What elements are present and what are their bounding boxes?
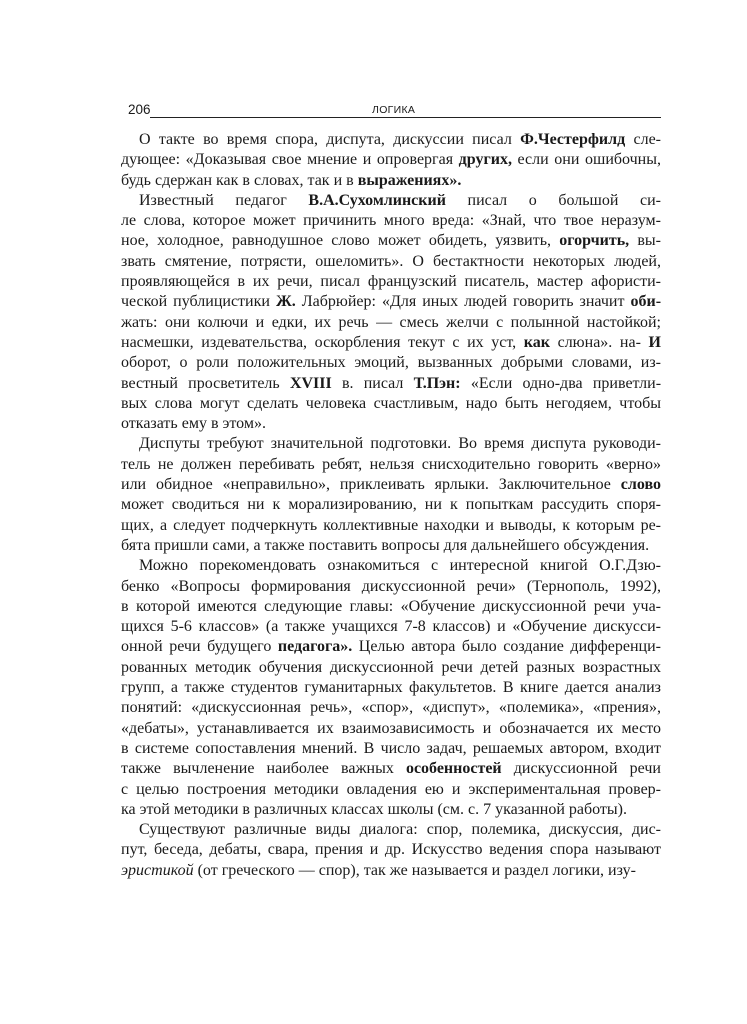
text-run: звать смятение, потрясти, ошеломить». О бестактности некоторых людей, bbox=[121, 252, 661, 270]
text-run: дующее: «Доказывая свое мнение и опровергая bbox=[121, 151, 459, 169]
text-run: ческой публицистики bbox=[121, 293, 276, 311]
text-run: Лабрюйер: «Для иных людей говорить значит bbox=[295, 293, 631, 311]
overlay-word: Ф.Честерфилд bbox=[520, 131, 626, 148]
text-line bbox=[121, 536, 661, 556]
text-line bbox=[121, 292, 661, 312]
overlay-word: В.А.Сухомлинский bbox=[308, 191, 446, 209]
header-rule bbox=[150, 117, 661, 118]
text-run: Можно порекомендовать ознакомиться с интересной книгой О.Г.Дзю- bbox=[139, 557, 661, 575]
text-line bbox=[121, 171, 661, 191]
text-line bbox=[121, 861, 661, 881]
text-line bbox=[121, 394, 661, 414]
text-run: в системе сопоставления мнений. В число задач, решаемых автором, входит bbox=[121, 739, 661, 757]
text-run: бята пришли сами, а также поставить вопросы для дальнейшего обсуждения. bbox=[121, 536, 650, 554]
text-run: Известный педагог bbox=[139, 191, 309, 209]
overlay-word: XVIII bbox=[289, 374, 332, 392]
text-run: вых слова могут сделать человека счастливым, надо быть негодяем, чтобы bbox=[121, 394, 661, 412]
text-run: Диспуты требуют значительной подготовки. Во время диспута руководи- bbox=[139, 435, 661, 453]
text-line bbox=[121, 313, 661, 333]
text-run: с целью построения методики овладения ею и экспериментальная провер- bbox=[121, 780, 661, 798]
text-line bbox=[121, 759, 661, 779]
text-run: Целью автора было создание дифференци- bbox=[352, 638, 661, 656]
overlay-word: оби- bbox=[630, 293, 662, 311]
text-line bbox=[121, 719, 661, 739]
text-line bbox=[121, 475, 661, 495]
text-run: если они ошибочны, bbox=[511, 151, 661, 169]
text-run: также вычленение наиболее важных bbox=[121, 760, 406, 778]
text-line bbox=[121, 556, 661, 576]
overlay-word: других, bbox=[458, 151, 512, 169]
text-line bbox=[121, 597, 661, 617]
overlay-word: педагога». bbox=[277, 638, 353, 656]
text-line bbox=[121, 231, 661, 251]
text-run: проявляющейся в их речи, писал французский писатель, мастер афористи- bbox=[121, 273, 661, 291]
text-run: насмешки, издевательства, оскорбления текут с их уст, bbox=[121, 333, 524, 351]
text-line bbox=[121, 434, 661, 454]
text-run: О такте во время спора, диспута, дискуссии писал bbox=[139, 131, 521, 148]
text-run: жать: они колючи и едки, их речь — смесь желчи с полынной настойкой; bbox=[121, 313, 661, 331]
text-line bbox=[121, 800, 661, 820]
text-run: групп, а также студентов гуманитарных факультетов. В книге дается анализ bbox=[121, 679, 661, 697]
text-line bbox=[121, 780, 661, 800]
text-line bbox=[121, 191, 661, 211]
text-run: Существуют различные виды диалога: спор, полемика, дискуссия, дис- bbox=[139, 821, 661, 839]
text-line bbox=[121, 353, 661, 373]
text-run: в которой имеются следующие главы: «Обучение дискуссионной речи уча- bbox=[121, 597, 661, 615]
text-run: или обидное «неправильно», приклеивать ярлыки. Заключительное bbox=[121, 476, 621, 494]
overlay-word: огорчить, bbox=[559, 232, 630, 250]
text-run: сле- bbox=[625, 131, 661, 148]
body-text bbox=[121, 130, 661, 881]
text-run: слюна». на- bbox=[549, 333, 649, 351]
text-line bbox=[121, 617, 661, 637]
text-line bbox=[121, 658, 661, 678]
overlay-word: И bbox=[648, 333, 661, 351]
text-run: ное, холодное, равнодушное слово может обидеть, уязвить, bbox=[121, 232, 560, 250]
text-line bbox=[121, 272, 661, 292]
text-line bbox=[121, 333, 661, 353]
page-number: 206 bbox=[128, 102, 151, 117]
text-line bbox=[121, 698, 661, 718]
text-line bbox=[121, 374, 661, 394]
text-run: онной речи будущего bbox=[121, 638, 278, 656]
text-run: вы- bbox=[629, 232, 661, 250]
text-line bbox=[121, 678, 661, 698]
text-run: писал о большой си- bbox=[445, 191, 661, 209]
text-line bbox=[121, 820, 661, 840]
text-line bbox=[121, 840, 661, 860]
text-run: в. писал bbox=[331, 374, 414, 392]
text-line bbox=[121, 130, 661, 150]
text-run: «дебаты», устанавливается их взаимозависимость и обозначается их место bbox=[121, 719, 661, 737]
text-run: (от греческого — спор), так же называется и раздел логики, изу- bbox=[193, 861, 636, 879]
italic-term: эристикой bbox=[121, 861, 194, 879]
text-line bbox=[121, 516, 661, 536]
running-title: ЛОГИКА bbox=[372, 104, 416, 116]
overlay-word: Ж. bbox=[275, 293, 296, 311]
paragraph bbox=[121, 820, 661, 881]
text-line bbox=[121, 739, 661, 759]
paragraph bbox=[121, 434, 661, 556]
text-run: ле слова, которое может причинить много вреда: «Знай, что твое неразум- bbox=[121, 212, 661, 230]
text-line bbox=[121, 455, 661, 475]
text-line bbox=[121, 150, 661, 170]
text-line bbox=[121, 495, 661, 515]
text-run: понятий: «дискуссионная речь», «спор», «диспут», «полемика», «прения», bbox=[121, 699, 661, 717]
text-run: щихся 5-6 классов» (а также учащихся 7-8 классов) и «Обучение дискусси- bbox=[121, 618, 661, 636]
text-line bbox=[121, 577, 661, 597]
text-line bbox=[121, 211, 661, 231]
text-run: может сводиться ни к морализированию, ни к попыткам рассудить споря- bbox=[121, 496, 661, 514]
text-run: бенко «Вопросы формирования дискуссионной речи» (Тернополь, 1992), bbox=[121, 577, 661, 595]
text-run: отказать ему в этом». bbox=[121, 415, 266, 433]
text-run: дискуссионной речи bbox=[501, 760, 661, 778]
text-run: пут, беседа, дебаты, свара, прения и др. Искусство ведения спора называют bbox=[121, 841, 661, 859]
paragraph bbox=[121, 130, 661, 191]
text-run: ка этой методики в различных классах школы (см. с. 7 указанной работы). bbox=[121, 800, 627, 818]
overlay-word: выражениях». bbox=[357, 171, 462, 189]
overlay-word: как bbox=[523, 333, 550, 351]
text-line bbox=[121, 414, 661, 434]
text-run: будь сдержан как в словах, так и в bbox=[121, 171, 358, 189]
overlay-word: слово bbox=[620, 476, 661, 494]
paragraph bbox=[121, 556, 661, 820]
text-run: щих, а следует подчеркнуть коллективные находки и выводы, к которым ре- bbox=[121, 516, 661, 534]
text-run: рованных методик обучения дискуссионной речи детей разных возрастных bbox=[121, 658, 661, 676]
overlay-word: Т.Пэн: bbox=[413, 374, 461, 392]
text-line bbox=[121, 252, 661, 272]
text-run: вестный просветитель bbox=[121, 374, 290, 392]
text-run: тель не должен перебивать ребят, нельзя снисходительно говорить «верно» bbox=[121, 455, 661, 473]
text-run: «Если одно-два приветли- bbox=[460, 374, 662, 392]
text-run: оборот, о роли положительных эмоций, вызванных добрыми словами, из- bbox=[121, 354, 661, 372]
paragraph bbox=[121, 191, 661, 435]
text-line bbox=[121, 637, 661, 657]
overlay-word: особенностей bbox=[405, 760, 502, 778]
